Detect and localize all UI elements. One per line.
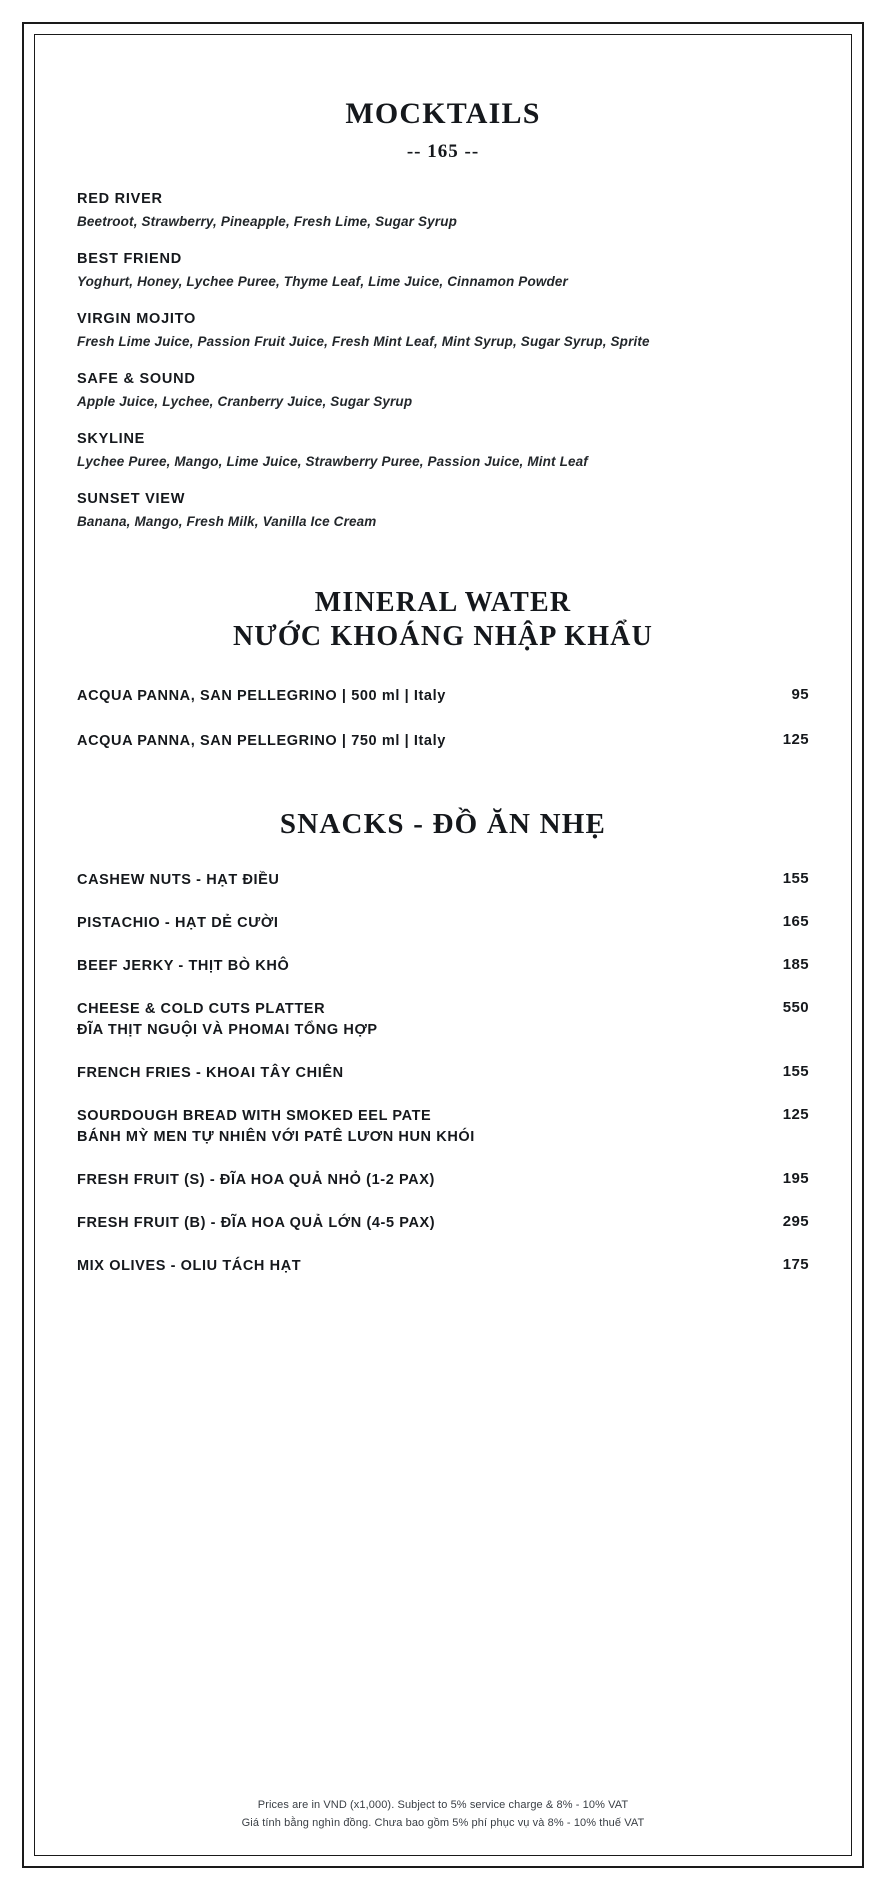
item-label: MIX OLIVES - OLIU TÁCH HẠT — [77, 1258, 302, 1275]
item-price: 175 — [782, 1256, 809, 1274]
mocktails-list — [77, 191, 809, 529]
mocktails-price-line: -- 165 -- — [406, 141, 480, 162]
mocktail-description: Banana, Mango, Fresh Milk, Vanilla Ice Cream — [77, 514, 377, 529]
mocktails-section — [77, 97, 809, 529]
item-price: 195 — [782, 1170, 809, 1188]
mocktail-description: Apple Juice, Lychee, Cranberry Juice, Sugar Syrup — [77, 394, 413, 409]
list-item — [77, 1159, 809, 1202]
item-price: 165 — [782, 913, 809, 931]
item-price: 125 — [782, 731, 809, 749]
item-price: 95 — [791, 686, 809, 704]
mineral-water-heading-en: MINERAL WATER — [314, 587, 572, 618]
mocktail-name: SUNSET VIEW — [77, 491, 186, 507]
footer-line-en: Prices are in VND (x1,000). Subject to 5% service charge & 8% - 10% VAT — [257, 1798, 629, 1811]
mocktail-description: Fresh Lime Juice, Passion Fruit Juice, Fresh Mint Leaf, Mint Syrup, Sugar Syrup, Sprite — [77, 334, 650, 349]
item-price: 125 — [782, 1106, 809, 1124]
item-label: ACQUA PANNA, SAN PELLEGRINO | 500 ml | Italy — [77, 688, 446, 705]
mocktails-heading: MOCKTAILS — [345, 97, 541, 130]
item-label-vi: ĐĨA THỊT NGUỘI VÀ PHOMAI TỔNG HỢP — [77, 1022, 378, 1039]
mocktail-description: Yoghurt, Honey, Lychee Puree, Thyme Leaf, Lime Juice, Cinnamon Powder — [77, 274, 568, 289]
list-item — [77, 988, 809, 1052]
item-price: 185 — [782, 956, 809, 974]
list-item — [77, 859, 809, 902]
item-label: PISTACHIO - HẠT DẺ CƯỜI — [77, 915, 279, 932]
mocktail-name: SKYLINE — [77, 431, 146, 447]
list-item — [77, 719, 809, 764]
list-item — [77, 1052, 809, 1095]
list-item — [77, 945, 809, 988]
item-price: 155 — [782, 870, 809, 888]
list-item — [77, 1202, 809, 1245]
item-price: 550 — [782, 999, 809, 1017]
footer-line-vi: Giá tính bằng nghìn đồng. Chưa bao gồm 5% phí phục vụ và 8% - 10% thuế VAT — [241, 1817, 645, 1830]
list-item — [77, 902, 809, 945]
item-price: 295 — [782, 1213, 809, 1231]
list-item — [77, 1245, 809, 1288]
list-item — [77, 311, 809, 349]
mocktail-name: SAFE & SOUND — [77, 371, 196, 387]
mocktail-description: Lychee Puree, Mango, Lime Juice, Strawberry Puree, Passion Juice, Mint Leaf — [77, 454, 588, 469]
mineral-water-heading-vi: NƯỚC KHOÁNG NHẬP KHẨU — [232, 621, 654, 653]
item-label: FRESH FRUIT (B) - ĐĨA HOA QUẢ LỚN (4-5 PAX) — [77, 1215, 436, 1232]
list-item — [77, 674, 809, 719]
mocktail-name: VIRGIN MOJITO — [77, 311, 197, 327]
inner-border — [34, 34, 852, 1856]
item-label: BEEF JERKY - THỊT BÒ KHÔ — [77, 958, 290, 975]
list-item — [77, 191, 809, 229]
list-item — [77, 491, 809, 529]
footer-note — [35, 1796, 851, 1833]
mineral-water-list — [77, 674, 809, 764]
mocktail-name: RED RIVER — [77, 191, 163, 207]
snacks-list — [77, 859, 809, 1288]
snacks-heading: SNACKS - ĐỒ ĂN NHẸ — [279, 808, 607, 841]
mineral-water-section — [77, 587, 809, 764]
item-label: FRENCH FRIES - KHOAI TÂY CHIÊN — [77, 1065, 344, 1082]
mocktail-name: BEST FRIEND — [77, 251, 182, 267]
item-price: 155 — [782, 1063, 809, 1081]
item-label: CASHEW NUTS - HẠT ĐIỀU — [77, 872, 280, 889]
item-label: ACQUA PANNA, SAN PELLEGRINO | 750 ml | Italy — [77, 733, 446, 750]
mocktail-description: Beetroot, Strawberry, Pineapple, Fresh Lime, Sugar Syrup — [77, 214, 457, 229]
snacks-section — [77, 808, 809, 1288]
list-item — [77, 431, 809, 469]
list-item — [77, 371, 809, 409]
item-label-vi: BÁNH MỲ MEN TỰ NHIÊN VỚI PATÊ LƯƠN HUN KHÓI — [77, 1129, 475, 1146]
item-label: SOURDOUGH BREAD WITH SMOKED EEL PATE — [77, 1108, 432, 1125]
list-item — [77, 1095, 809, 1159]
item-label: CHEESE & COLD CUTS PLATTER — [77, 1001, 326, 1018]
item-label: FRESH FRUIT (S) - ĐĨA HOA QUẢ NHỎ (1-2 PAX) — [77, 1172, 435, 1189]
list-item — [77, 251, 809, 289]
outer-border — [22, 22, 864, 1868]
